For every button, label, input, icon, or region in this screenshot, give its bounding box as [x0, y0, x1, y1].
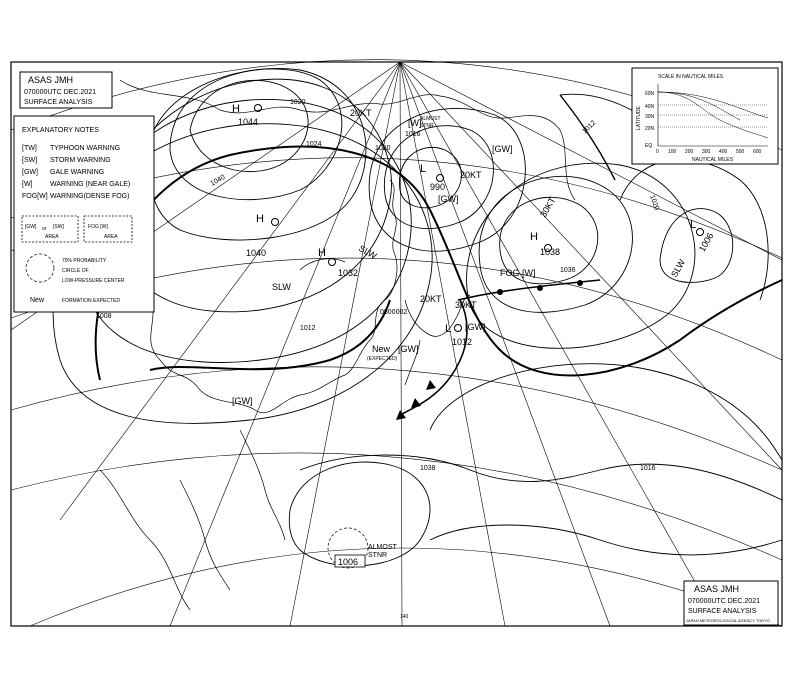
system-symbol: L	[445, 323, 452, 335]
expected-label: (EXPECTED)	[367, 356, 398, 362]
legend-code: FOG[W]	[22, 193, 48, 200]
title-line3: SURFACE ANALYSIS	[24, 99, 93, 106]
warning-w: [W]	[408, 118, 422, 128]
x-tick: 600	[753, 149, 762, 155]
legend-area-word2: AREA	[104, 234, 118, 240]
stnr-label: STNR	[420, 123, 434, 129]
isobar-label: 1012	[581, 119, 598, 136]
legend-new-text: FORMATION EXPECTED	[62, 298, 120, 304]
legend-circle-text2: CIRCLE OF	[62, 268, 89, 274]
warning-gw: [GW]	[398, 344, 419, 354]
lat-tick: 20N	[645, 126, 655, 132]
footer-line3: SURFACE ANALYSIS	[688, 608, 757, 615]
slw-label: SLW	[669, 257, 688, 279]
legend-new-label: New	[30, 297, 45, 304]
system-symbol: H	[256, 213, 264, 225]
scale-title: SCALE IN NAUTICAL MILES	[658, 74, 724, 80]
isobar-label: 1038	[420, 465, 436, 472]
stnr-label: STNR	[368, 552, 388, 559]
x-tick: 100	[668, 149, 677, 155]
legend-area-fog: FOG [W]	[88, 224, 108, 230]
legend-text: STORM WARNING	[50, 157, 111, 164]
lon-label: 140	[400, 614, 409, 620]
system-value: 1040	[246, 248, 267, 258]
isobar-label: 1024	[306, 141, 322, 148]
almost-label: ALMOST	[420, 116, 441, 122]
almost-label: ALMOST	[368, 544, 397, 551]
footer-box	[684, 581, 778, 625]
legend-area-sw: [SW]	[53, 224, 64, 230]
legend-area-word: AREA	[45, 234, 59, 240]
footer-line1: ASAS JMH	[694, 584, 740, 594]
high-center-1040	[246, 213, 279, 258]
x-tick: 0	[656, 149, 659, 155]
high-center-1044	[232, 103, 262, 127]
isobar-label: 1008	[96, 313, 112, 320]
slw-label: SLW	[357, 243, 379, 262]
time-label: 0800002	[380, 309, 408, 316]
high-center-1038	[530, 231, 560, 257]
isobar-label: 1016	[405, 131, 421, 138]
isobar-label: 1020	[648, 194, 661, 212]
lat-tick: 40N	[645, 104, 655, 110]
warning-gw: [GW]	[465, 322, 486, 332]
scale-lat-label: LATITUDE	[636, 106, 642, 130]
scale-x-label: NAUTICAL MILES	[692, 157, 733, 163]
system-symbol: H	[318, 247, 326, 259]
title-line1: ASAS JMH	[28, 75, 74, 85]
legend-text: WARNING(DENSE FOG)	[50, 193, 130, 200]
system-value: 1044	[238, 117, 259, 127]
lat-tick: EQ	[645, 143, 653, 149]
system-value: 1006	[696, 231, 716, 254]
legend-code: [GW]	[22, 169, 38, 176]
legend-code: [SW]	[22, 157, 38, 164]
warning-gw: [GW]	[232, 396, 253, 406]
slw-label: SLW	[272, 282, 291, 292]
wind-label: 30KT	[538, 195, 558, 219]
system-value: 1012	[452, 337, 473, 347]
title-line2: 070000UTC DEC.2021	[24, 89, 96, 96]
system-symbol: H	[530, 231, 538, 243]
isobar-label: 1016	[640, 465, 656, 472]
wind-label: 30KT	[455, 300, 477, 310]
title-box	[20, 72, 112, 108]
isobar-label: 1036	[560, 267, 576, 274]
x-tick: 300	[702, 149, 711, 155]
system-symbol: L	[420, 163, 427, 175]
footer-line2: 070000UTC DEC.2021	[688, 598, 760, 605]
td-pressure: 1006	[338, 557, 359, 567]
lat-tick: 60N	[645, 91, 655, 97]
x-tick: 500	[736, 149, 745, 155]
legend-circle-text1: 70% PROBABILITY	[62, 258, 107, 264]
lat-tick: 30N	[645, 114, 655, 120]
wind-label: 20KT	[460, 170, 482, 180]
low-center-1006	[690, 219, 715, 253]
legend-code: [TW]	[22, 145, 37, 152]
system-symbol: H	[232, 103, 240, 115]
low-center-990	[420, 163, 445, 192]
legend-heading: EXPLANATORY NOTES	[22, 127, 99, 134]
legend-code: [W]	[22, 181, 33, 188]
wind-label: 20KT	[420, 294, 442, 304]
x-tick: 400	[719, 149, 728, 155]
system-symbol: L	[690, 219, 697, 231]
warning-fog: FOG [W]	[500, 268, 536, 278]
isobar-label: 1020	[290, 99, 306, 106]
wind-label: 20KT	[350, 108, 372, 118]
legend-area-gw: [GW]	[25, 224, 37, 230]
isobar-label: 1020	[375, 145, 391, 152]
scale-box	[632, 68, 778, 164]
legend-circle-text3: LOW-PRESSURE CENTER	[62, 278, 125, 284]
system-value: 1038	[540, 247, 561, 257]
grid-labels	[400, 614, 409, 620]
warning-gw: [GW]	[438, 194, 459, 204]
legend-area-or: or	[42, 226, 47, 232]
legend-box	[14, 116, 154, 312]
high-center-1032	[318, 247, 358, 278]
system-value: 990	[430, 182, 446, 192]
warning-gw: [GW]	[492, 144, 513, 154]
legend-text: GALE WARNING	[50, 169, 105, 176]
x-tick: 200	[685, 149, 694, 155]
new-label: New	[372, 344, 391, 354]
system-value: 1032	[338, 268, 359, 278]
isobar-label: 1040	[209, 173, 227, 188]
legend-text: WARNING (NEAR GALE)	[50, 181, 131, 188]
footer-agency: JAPAN METEOROLOGICAL AGENCY TOKYO	[686, 618, 770, 623]
legend-text: TYPHOON WARNING	[50, 145, 121, 152]
isobar-label: 1012	[300, 325, 316, 332]
